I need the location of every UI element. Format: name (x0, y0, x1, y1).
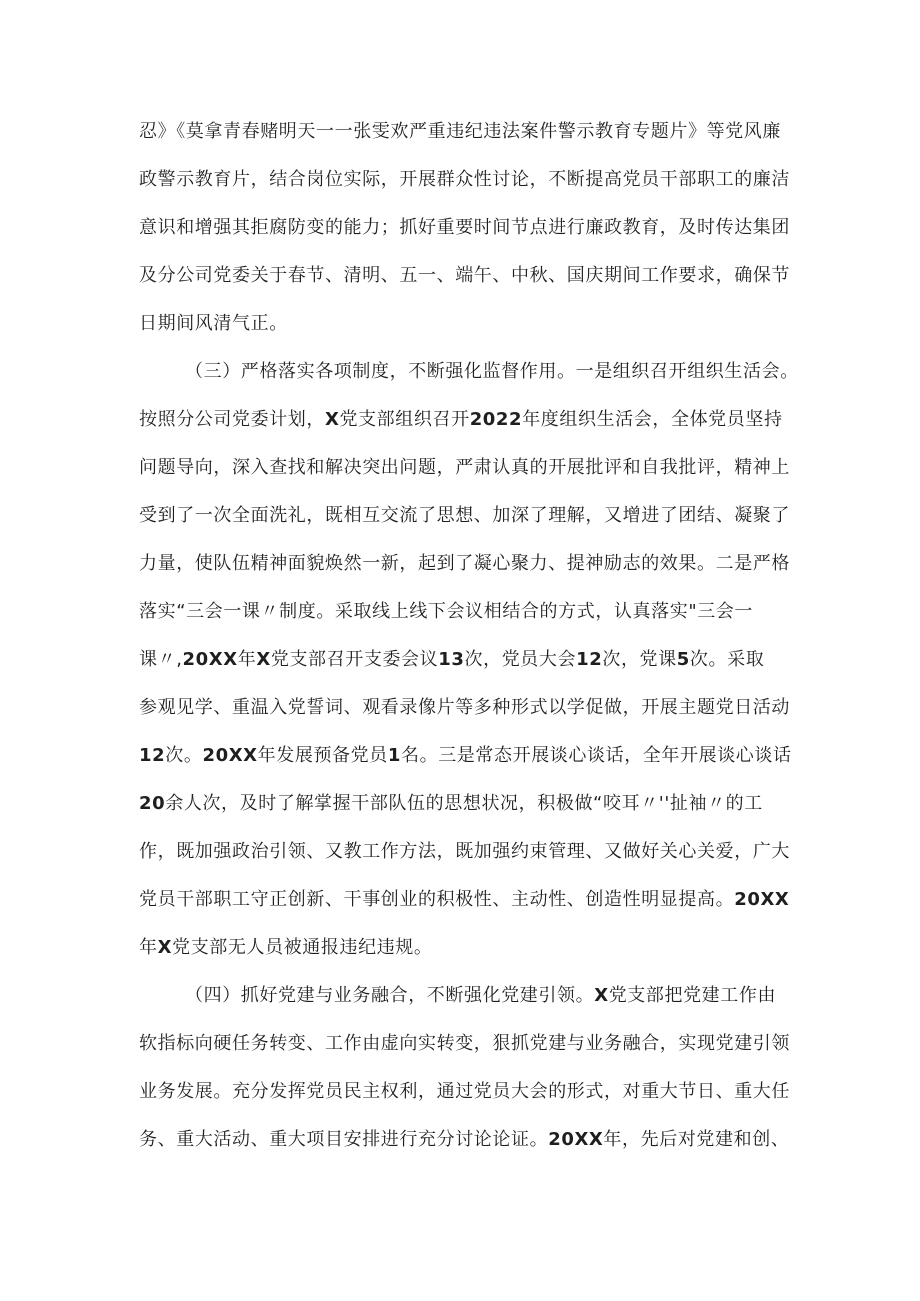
bold-token: 1 (387, 745, 401, 766)
text-line: 党员干部职工守正创新、干事创业的积极性、主动性、创造性明显提高。20XX (139, 889, 790, 910)
bold-token: 20XX (548, 1129, 604, 1150)
text-line: 务、重大活动、重大项目安排进行充分讨论论证。20XX年，先后对党建和创、 (139, 1129, 790, 1150)
text-line: 按照分公司党委计划，X党支部组织召开2022年度组织生活会，全体党员坚持 (139, 409, 783, 430)
bold-token: 12 (576, 649, 603, 670)
document-body (139, 108, 799, 1164)
bold-token: X (157, 937, 173, 958)
bold-token: X (325, 409, 340, 430)
bold-token: 20XX (734, 889, 790, 910)
bold-token: 2022 (469, 409, 523, 430)
paragraph-2 (139, 348, 799, 972)
paragraph-1 (139, 108, 799, 348)
bold-token: 5 (676, 649, 690, 670)
text-line-indented: （三）严格落实各项制度，不断强化监督作用。一是组织召开组织生活会。 (185, 361, 799, 382)
text-line: 作，既加强政治引领、又教工作方法，既加强约束管理、又做好关心关爱，广大 (139, 841, 790, 862)
text-line: 日期间风清气正。 (139, 313, 288, 334)
bold-token: 20XX (182, 649, 238, 670)
text-line: 力量，使队伍精神面貌焕然一新，起到了凝心聚力、提神励志的效果。二是严格 (139, 553, 790, 574)
text-line: 20余人次，及时了解掌握干部队伍的思想状况，积极做“咬耳〃''扯袖〃的工 (139, 793, 763, 814)
text-line: 问题导向，深入查找和解决突出问题，严肃认真的开展批评和自我批评，精神上 (139, 457, 790, 478)
text-line: 落实“三会一课〃制度。采取线上线下会议相结合的方式，认真落实"三会一 (139, 601, 754, 622)
bold-token: 12 (139, 745, 166, 766)
bold-token: X (256, 649, 271, 670)
text-line: 参观见学、重温入党誓词、观看录像片等多种形式以学促做，开展主题党日活动 (139, 697, 790, 718)
bold-token: X (594, 985, 609, 1006)
text-line: 软指标向硬任务转变、工作由虚向实转变，狠抓党建与业务融合，实现党建引领 (139, 1033, 790, 1054)
text-line: 忍》《莫拿青春赌明天一一张雯欢严重违纪违法案件警示教育专题片》等党风廉 (139, 121, 781, 142)
bold-token: 20XX (202, 745, 258, 766)
text-line: 课〃,20XX年X党支部召开支委会议13次，党员大会12次，党课5次。采取 (139, 649, 765, 670)
text-line: 及分公司党委关于春节、清明、五一、端午、中秋、国庆期间工作要求，确保节 (139, 265, 790, 286)
text-line: 12次。20XX年发展预备党员1名。三是常态开展谈心谈话，全年开展谈心谈话 (139, 745, 792, 766)
text-line: 意识和增强其拒腐防变的能力；抓好重要时间节点进行廉政教育，及时传达集团 (139, 217, 790, 238)
text-line-indented: （四）抓好党建与业务融合，不断强化党建引领。X党支部把党建工作由 (185, 985, 777, 1006)
text-line: 政警示教育片，结合岗位实际，开展群众性讨论，不断提高党员干部职工的廉洁 (139, 169, 790, 190)
text-line: 年X党支部无人员被通报违纪违规。 (139, 937, 433, 958)
text-line: 受到了一次全面洗礼，既相互交流了思想、加深了理解，又增进了团结、凝聚了 (139, 505, 790, 526)
text-line: 业务发展。充分发挥党员民主权利，通过党员大会的形式，对重大节日、重大任 (139, 1081, 790, 1102)
bold-token: 13 (438, 649, 465, 670)
paragraph-3 (139, 972, 799, 1164)
bold-token: 20 (139, 793, 166, 814)
